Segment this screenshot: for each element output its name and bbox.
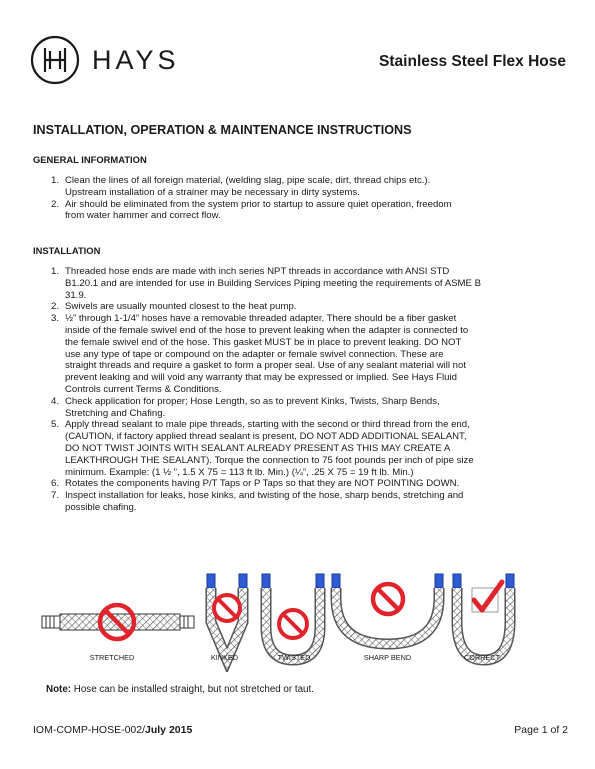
list-line: Apply thread sealant to male pipe threads, starting with the second or third thread from the end, bbox=[65, 419, 470, 431]
list-line: possible chafing. bbox=[65, 501, 137, 513]
note-label: Note: bbox=[46, 684, 72, 695]
logo-wordmark: HAYS bbox=[92, 45, 180, 75]
list-line: Swivels are usually mounted closest to the heat pump. bbox=[65, 301, 297, 313]
stretched-hose-figure bbox=[42, 605, 194, 639]
list-line: Controls current Terms & Conditions. bbox=[65, 383, 222, 395]
prohibited-icon bbox=[279, 610, 307, 638]
general-list bbox=[33, 175, 568, 222]
list-number: 1. bbox=[51, 266, 60, 277]
list-line: inside of the female swivel end of the hose to prevent leaking when the adapter is connected to bbox=[65, 324, 469, 336]
general-item-2 bbox=[33, 199, 568, 223]
list-line: use any type of tape or compound on the adapter or female swivel connection. These are bbox=[65, 348, 444, 360]
general-item-1 bbox=[33, 175, 568, 199]
installation-item-1 bbox=[33, 266, 568, 301]
correct-hose-figure bbox=[453, 574, 514, 660]
list-line: DO NOT TWIST JOINTS WITH SEALANT ALREADY PRESENT AS THIS MAY CREATE A bbox=[65, 442, 451, 454]
section-title-general: GENERAL INFORMATION bbox=[33, 154, 147, 165]
list-line: B1.20.1 and are intended for use in Building Services Piping meeting the requirements of ASME B bbox=[65, 277, 481, 289]
twisted-hose-figure bbox=[262, 574, 324, 660]
list-line: ½” through 1-1/4” hoses have a removable threaded adapter. There should be a fiber gasket bbox=[65, 313, 457, 325]
figure-label-stretched: STRETCHED bbox=[89, 653, 135, 662]
page-title: INSTALLATION, OPERATION & MAINTENANCE INSTRUCTIONS bbox=[33, 123, 412, 137]
list-line: Inspect installation for leaks, hose kinks, and twisting of the hose, sharp bends, stretching and bbox=[65, 490, 464, 502]
page-header bbox=[30, 28, 570, 88]
installation-item-3 bbox=[33, 313, 568, 396]
installation-item-5 bbox=[33, 419, 568, 478]
list-line: Stretching and Chafing. bbox=[65, 407, 166, 419]
prohibited-icon bbox=[214, 595, 240, 621]
list-number: 2. bbox=[51, 301, 60, 313]
installation-item-2 bbox=[33, 301, 568, 313]
list-line: the female swivel end of the hose. This gasket MUST be in place to prevent leaking. DO NOT bbox=[65, 336, 462, 348]
list-line: Upstream installation of a strainer may be necessary in dirty systems. bbox=[65, 186, 360, 198]
section-title-installation: INSTALLATION bbox=[33, 245, 101, 256]
figure-label-twisted: TWISTED bbox=[277, 653, 311, 662]
installation-list bbox=[33, 266, 568, 514]
list-line: prevent leaking and will void any warranty that may be expressed or implied. See Hays Fluid bbox=[65, 372, 457, 384]
list-line: 31.9. bbox=[65, 289, 87, 301]
list-line: Threaded hose ends are made with inch series NPT threads in accordance with ANSI STD bbox=[65, 266, 450, 277]
note-text: Hose can be installed straight, but not stretched or taut. bbox=[71, 684, 314, 695]
kinked-hose-figure bbox=[207, 574, 247, 660]
document-code-text: IOM-COMP-HOSE-002/ bbox=[33, 724, 146, 736]
list-number: 2. bbox=[51, 198, 60, 210]
list-line: LEAKTHROUGH THE SEALANT). Torque the connection to 75 foot pounds per inch of pipe size bbox=[65, 454, 474, 466]
document-date: July 2015 bbox=[145, 724, 193, 736]
installation-item-7 bbox=[33, 490, 568, 514]
list-line: straight threads and require a gasket to form a proper seal. Use of any sealant material will not bbox=[65, 360, 467, 372]
figure-label-kinked: KINKED bbox=[210, 653, 239, 662]
list-line: from water hammer and correct flow. bbox=[65, 210, 221, 222]
list-line: Clean the lines of all foreign material, (welding slag, pipe scale, dirt, thread chips etc.). bbox=[65, 175, 431, 186]
document-code bbox=[33, 725, 192, 736]
list-line: (CAUTION, if factory applied thread sealant is present, DO NOT ADD ADDITIONAL SEALANT, bbox=[65, 431, 467, 443]
hays-logo-icon bbox=[30, 35, 80, 85]
list-line: Air should be eliminated from the system prior to startup to assure quiet operation, freedom bbox=[65, 198, 452, 210]
checkmark-icon bbox=[472, 582, 502, 612]
list-line: Rotates the components having P/T Taps or P Taps so that they are NOT POINTING DOWN. bbox=[65, 478, 460, 490]
list-number: 1. bbox=[51, 175, 60, 186]
figure-label-correct: CORRECT bbox=[463, 653, 501, 662]
sharp-bend-hose-figure bbox=[332, 574, 443, 644]
note bbox=[46, 685, 314, 695]
installation-item-4 bbox=[33, 396, 568, 420]
list-number: 5. bbox=[51, 419, 60, 431]
list-number: 7. bbox=[51, 490, 60, 502]
list-number: 3. bbox=[51, 313, 60, 325]
product-title: Stainless Steel Flex Hose bbox=[379, 53, 566, 70]
page-number: Page 1 of 2 bbox=[514, 724, 568, 736]
installation-item-6 bbox=[33, 478, 568, 490]
list-line: Check application for proper; Hose Length, so as to prevent Kinks, Twists, Sharp Bends, bbox=[65, 395, 440, 407]
list-number: 4. bbox=[51, 395, 60, 407]
list-number: 6. bbox=[51, 478, 60, 490]
list-line: minimum. Example: (1 ½ ”, 1.5 X 75 = 113 ft lb. Min.) (¼”, .25 X 75 = 19 ft lb. Min.) bbox=[65, 466, 414, 478]
figure-label-sharp-bend: SHARP BEND bbox=[363, 653, 412, 662]
prohibited-icon bbox=[373, 584, 403, 614]
